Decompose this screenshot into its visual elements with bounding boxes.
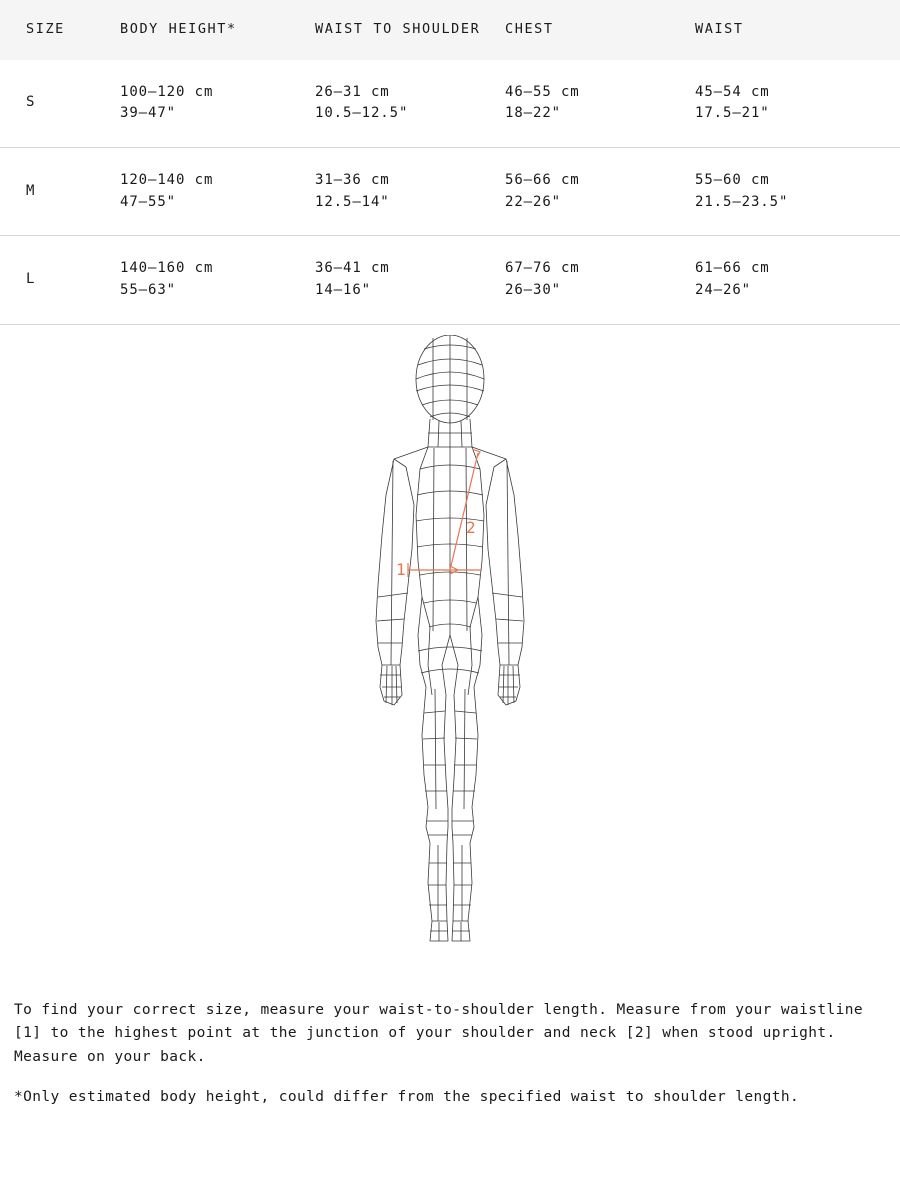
cell-waist — [695, 147, 900, 235]
mannequin-wireframe-icon — [290, 335, 610, 975]
cell-body-height — [120, 147, 315, 235]
measurement-notes — [0, 981, 900, 1120]
value-imperial: 26–30" — [505, 282, 561, 298]
value-metric: 26–31 cm — [315, 83, 390, 100]
size-chart-table — [0, 0, 900, 325]
value-imperial: 39–47" — [120, 105, 176, 122]
cell-waist — [695, 236, 900, 324]
table-row — [0, 236, 900, 324]
marker-label-2: 2 — [466, 517, 476, 537]
table-header-row — [0, 0, 900, 60]
table-row — [0, 60, 900, 148]
value-metric: 100–120 cm — [120, 83, 214, 100]
table-row — [0, 147, 900, 235]
cell-chest — [505, 236, 695, 324]
value-metric: 45–54 cm — [695, 83, 770, 100]
cell-size: S — [0, 60, 120, 148]
cell-waist-to-shoulder — [315, 60, 505, 148]
value-metric: 56–66 cm — [505, 171, 580, 188]
value-imperial: 47–55" — [120, 193, 176, 210]
value-imperial: 14–16" — [315, 282, 371, 298]
value-imperial: 55–63" — [120, 282, 176, 298]
table-body — [0, 60, 900, 325]
value-metric: 61–66 cm — [695, 260, 770, 277]
column-header-body-height: BODY HEIGHT* — [120, 21, 237, 37]
note-how-to-measure: To find your correct size, measure your waist-to-shoulder length. Measure from your waistline [1] to the highest point at the junction of your shoulder and neck [2] when stood upright. Measure on your back. — [14, 1001, 864, 1065]
note-body-height-disclaimer: *Only estimated body height, could differ from the specified waist to shoulder length. — [14, 1089, 800, 1106]
column-header-waist: WAIST — [695, 21, 744, 37]
cell-chest — [505, 60, 695, 148]
column-header-chest: CHEST — [505, 21, 554, 37]
cell-size: L — [0, 236, 120, 324]
value-metric: 120–140 cm — [120, 171, 214, 188]
value-imperial: 10.5–12.5" — [315, 105, 409, 122]
table-header — [0, 0, 900, 60]
value-metric: 46–55 cm — [505, 83, 580, 100]
cell-waist-to-shoulder — [315, 147, 505, 235]
value-metric: 31–36 cm — [315, 171, 390, 188]
value-imperial: 18–22" — [505, 105, 561, 122]
cell-body-height — [120, 60, 315, 148]
value-metric: 140–160 cm — [120, 260, 214, 277]
column-header-waist-to-shoulder: WAIST TO SHOULDER — [315, 21, 481, 37]
measurement-figure — [0, 325, 900, 981]
value-imperial: 12.5–14" — [315, 193, 390, 210]
value-metric: 67–76 cm — [505, 260, 580, 277]
value-imperial: 21.5–23.5" — [695, 193, 789, 210]
column-header-size: SIZE — [26, 21, 65, 37]
value-metric: 36–41 cm — [315, 260, 390, 277]
value-imperial: 24–26" — [695, 282, 751, 298]
cell-size: M — [0, 147, 120, 235]
cell-chest — [505, 147, 695, 235]
value-imperial: 17.5–21" — [695, 105, 770, 122]
cell-waist-to-shoulder — [315, 236, 505, 324]
cell-waist — [695, 60, 900, 148]
value-imperial: 22–26" — [505, 193, 561, 210]
cell-body-height — [120, 236, 315, 324]
value-metric: 55–60 cm — [695, 171, 770, 188]
marker-label-1: 1 — [396, 559, 406, 579]
